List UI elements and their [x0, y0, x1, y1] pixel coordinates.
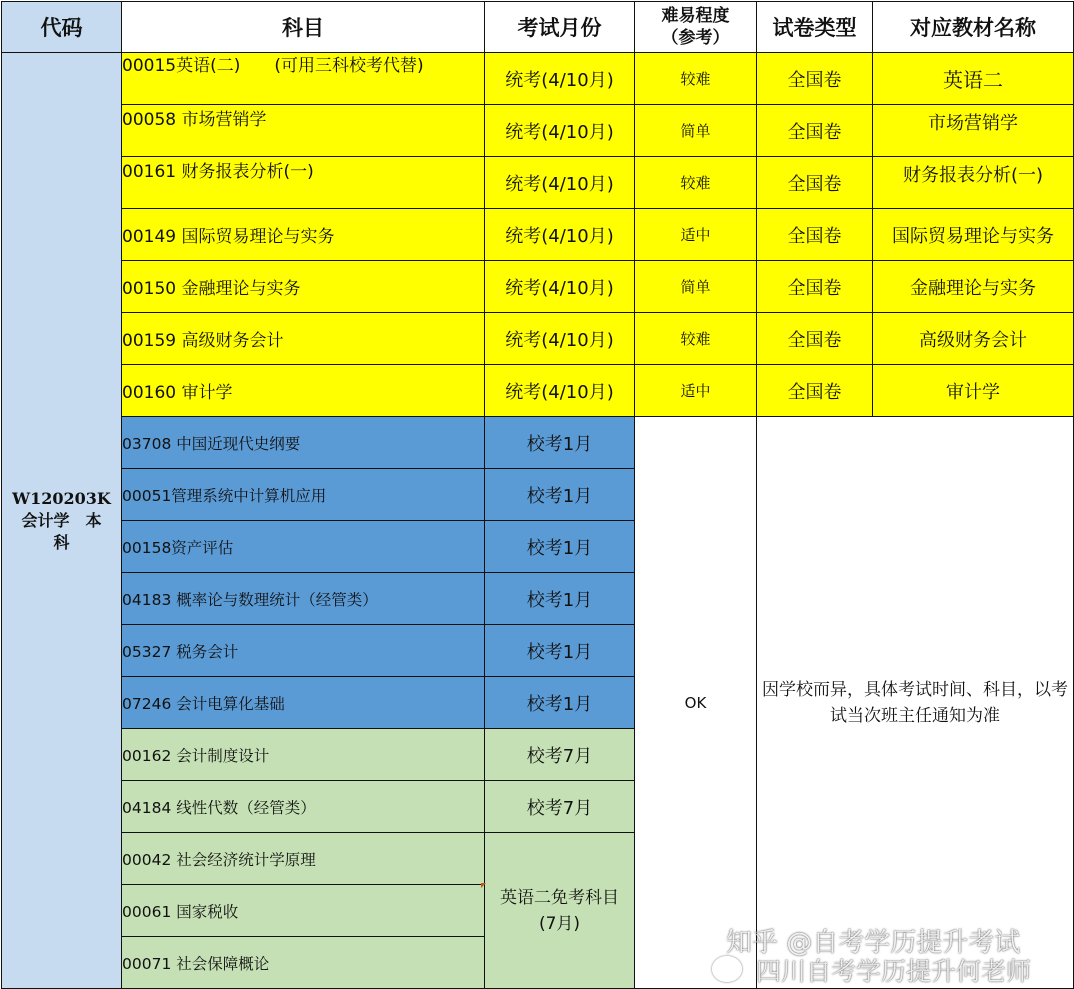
textbook-cell: 审计学 [873, 365, 1074, 417]
table-row [2, 157, 1074, 209]
month-cell: 统考(4/10月) [485, 157, 635, 209]
header-row [2, 2, 1074, 53]
school-note-cell: 因学校而异，具体考试时间、科目，以考试当次班主任通知为准 [757, 417, 1074, 989]
textbook-cell: 高级财务会计 [873, 313, 1074, 365]
table-row [2, 417, 1074, 469]
subject-cell: 00159 高级财务会计 [122, 313, 485, 365]
month-cell: 校考1月 [485, 625, 635, 677]
month-cell: 统考(4/10月) [485, 105, 635, 157]
table-row [2, 365, 1074, 417]
subject-cell: 04183 概率论与数理统计（经管类） [122, 573, 485, 625]
major-code: W120203K [12, 488, 111, 508]
paper-type-cell: 全国卷 [757, 53, 873, 105]
textbook-cell: 金融理论与实务 [873, 261, 1074, 313]
subject-cell: 05327 税务会计 [122, 625, 485, 677]
textbook-cell: 市场营销学 [873, 105, 1074, 157]
month-cell: 统考(4/10月) [485, 313, 635, 365]
difficulty-cell: 较难 [635, 53, 757, 105]
header-month: 考试月份 [485, 2, 635, 53]
subject-cell: 00160 审计学 [122, 365, 485, 417]
header-subject: 科目 [122, 2, 485, 53]
paper-type-cell: 全国卷 [757, 313, 873, 365]
difficulty-cell: 适中 [635, 365, 757, 417]
month-cell: 校考1月 [485, 417, 635, 469]
month-cell: 校考1月 [485, 521, 635, 573]
subject-cell: 00051管理系统中计算机应用 [122, 469, 485, 521]
month-cell: 校考1月 [485, 469, 635, 521]
exempt-month-cell [485, 833, 635, 989]
watermark-line1: 知乎 @自考学历提升考试 [726, 928, 1021, 958]
subject-cell: 00149 国际贸易理论与实务 [122, 209, 485, 261]
subject-cell: 03708 中国近现代史纲要 [122, 417, 485, 469]
header-code: 代码 [2, 2, 122, 53]
table-row [2, 209, 1074, 261]
difficulty-cell: 简单 [635, 105, 757, 157]
major-code-cell [2, 53, 122, 989]
textbook-cell: 英语二 [873, 53, 1074, 105]
difficulty-cell: 简单 [635, 261, 757, 313]
month-cell: 校考1月 [485, 677, 635, 729]
month-cell: 统考(4/10月) [485, 209, 635, 261]
subject-cell: 00071 社会保障概论 [122, 937, 485, 989]
header-paper-type: 试卷类型 [757, 2, 873, 53]
subject-cell: 00042 社会经济统计学原理 [122, 833, 485, 885]
paper-type-cell: 全国卷 [757, 157, 873, 209]
subject-cell: 00015英语(二) (可用三科校考代替) [122, 53, 485, 105]
table-row [2, 105, 1074, 157]
table-row [2, 261, 1074, 313]
header-textbook: 对应教材名称 [873, 2, 1074, 53]
subject-cell: 07246 会计电算化基础 [122, 677, 485, 729]
month-cell: 校考7月 [485, 781, 635, 833]
paper-type-cell: 全国卷 [757, 105, 873, 157]
month-cell: 统考(4/10月) [485, 261, 635, 313]
table-row [2, 313, 1074, 365]
month-cell: 统考(4/10月) [485, 53, 635, 105]
month-cell: 校考1月 [485, 573, 635, 625]
subject-cell: 00161 财务报表分析(一) [122, 157, 485, 209]
header-difficulty [635, 2, 757, 53]
paper-type-cell: 全国卷 [757, 209, 873, 261]
exempt-month-line1: 英语二免考科目 [500, 887, 619, 908]
major-name-line2: 科 [53, 532, 70, 552]
subject-cell: 04184 线性代数（经管类） [122, 781, 485, 833]
textbook-cell: 财务报表分析(一) [873, 157, 1074, 209]
exempt-month-line2: (7月) [538, 913, 581, 934]
subject-cell: 00061 国家税收 [122, 885, 485, 937]
paper-type-cell: 全国卷 [757, 261, 873, 313]
subject-cell: 00162 会计制度设计 [122, 729, 485, 781]
month-cell: 校考7月 [485, 729, 635, 781]
exam-plan-table [1, 1, 1074, 989]
subject-cell: 00158资产评估 [122, 521, 485, 573]
difficulty-cell: 较难 [635, 157, 757, 209]
month-cell: 统考(4/10月) [485, 365, 635, 417]
difficulty-cell: 适中 [635, 209, 757, 261]
header-difficulty-line1: 难易程度 [661, 6, 730, 26]
header-difficulty-line2: （参考） [661, 28, 730, 48]
table-row [2, 53, 1074, 105]
subject-cell: 00058 市场营销学 [122, 105, 485, 157]
subject-cell: 00150 金融理论与实务 [122, 261, 485, 313]
difficulty-cell: 较难 [635, 313, 757, 365]
watermark-line2: 四川自考学历提升何老师 [756, 957, 1032, 986]
comment-marker-icon [481, 883, 486, 888]
school-difficulty-cell: OK [635, 417, 757, 989]
textbook-cell: 国际贸易理论与实务 [873, 209, 1074, 261]
major-name-line1: 会计学 本 [21, 510, 102, 530]
paper-type-cell: 全国卷 [757, 365, 873, 417]
